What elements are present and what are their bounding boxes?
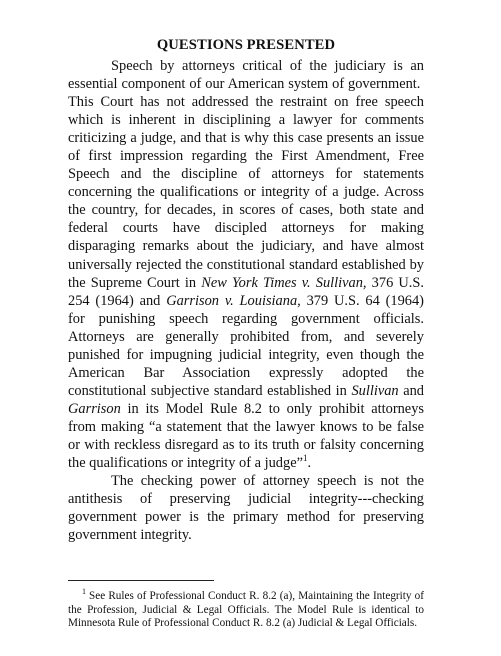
case-name-sullivan: Sullivan [351, 382, 399, 399]
paragraph-1-rule-quote: in its Model Rule 8.2 to only prohibit attorneys from making “a statement that the lawyer knows to be false or with reckless disregard as to its truth or falsity concerning the qualifications or integrity of a judge” [68, 400, 424, 472]
paragraph-1-citation-2: 379 U.S. 64 (1964) for punishing speech regarding government officials. Attorneys are generally prohibited from, and severely punished for impugning judicial integrity, even though the American Bar Association expressly adopted the constitutional subjective standard established in [68, 292, 424, 399]
footnote-mark: 1 [82, 587, 86, 597]
paragraph-1-period: . [307, 455, 312, 472]
paragraph-1 [68, 57, 424, 472]
case-citation-new-york-times: New York Times v. Sullivan, [201, 274, 367, 291]
paragraph-1-sentence-2: This Court has not addressed the restraint on free speech which is inherent in disciplining a lawyer for comments criticizing a judge, and that is why this case presents an issue of first impression regarding the First Amendment, Free Speech and the discipline of attorneys for statements concerning the qualifications or integrity of a judge. Across the country, for decades, in scores of cases, both state and federal courts have discipled attorneys for making disparaging remarks about the judiciary, and have almost universally rejected the constitutional standard established by the Supreme Court in [68, 94, 424, 291]
footnote-reference[interactable]: 1 [302, 453, 308, 464]
paragraph-2: The checking power of attorney speech is not the antithesis of preserving judicial integrity---checking government power is the primary method for preserving government integrity. [68, 473, 424, 544]
paragraph-1-sentence-1: Speech by attorneys critical of the judiciary is an essential component of our American system of government. [68, 58, 424, 93]
case-citation-garrison-louisiana: Garrison v. Louisiana, [166, 292, 301, 309]
document-page [68, 36, 424, 544]
case-name-garrison: Garrison [68, 400, 121, 417]
footnote [68, 587, 424, 631]
footnote-text: See Rules of Professional Conduct R. 8.2 (a), Maintaining the Integrity of the Profession, Judicial & Legal Officials. The Model Rule is identical to Minnesota Rule of Professional Conduct R. 8.2 (a) Judicial & Legal Officials. [68, 590, 424, 630]
section-heading: QUESTIONS PRESENTED [156, 37, 336, 53]
footnote-divider [68, 580, 214, 581]
paragraph-1-citation-1: 376 U.S. 254 (1964) and [68, 274, 424, 309]
paragraph-1-conjunction: and [403, 382, 424, 399]
